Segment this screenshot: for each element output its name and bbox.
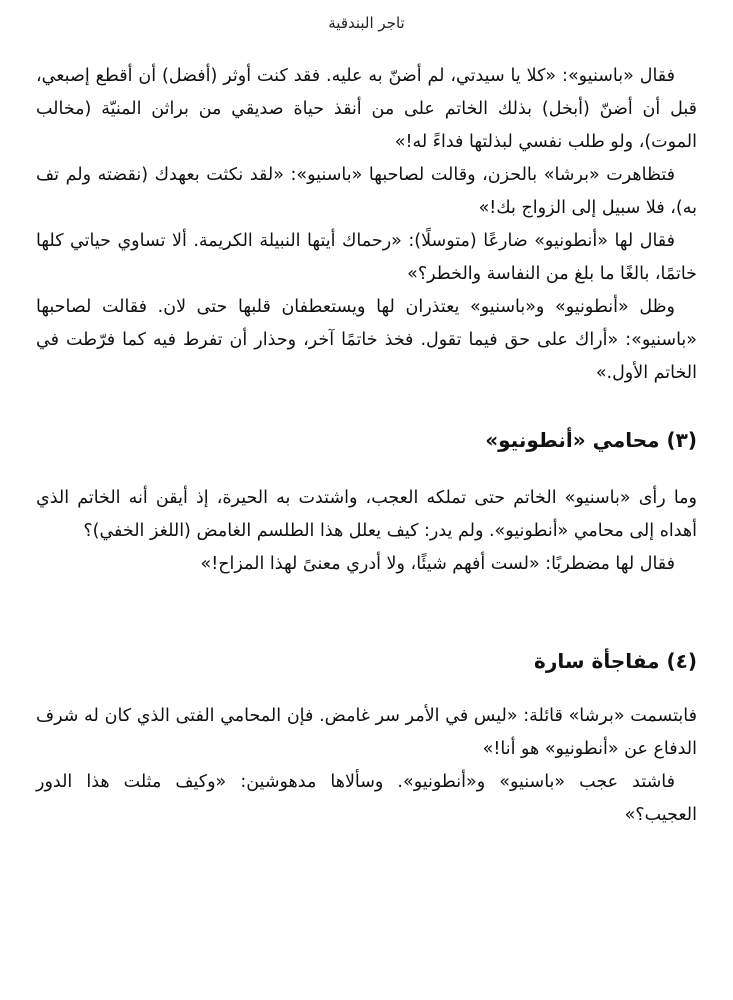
paragraph: فتظاهرت «برشا» بالحزن، وقالت لصاحبها «باسنيو»: «لقد نكثت بعهدك (نقضته ولم تف به)، فلا سبيل إلى الزواج بك!» <box>36 165 697 218</box>
running-head: تاجر البندقية <box>328 14 405 32</box>
section-heading: (٣) محامي «أنطونيو» <box>485 428 697 452</box>
paragraph: فابتسمت «برشا» قائلة: «ليس في الأمر سر غامض. فإن المحامي الفتى الذي كان له شرف الدفاع عن «أنطونيو» هو أنا!» <box>36 706 697 759</box>
paragraph: وظل «أنطونيو» و«باسنيو» يعتذران لها ويستعطفان قلبها حتى لان. فقالت لصاحبها «باسنيو»: «أراك على حق فيما تقول. فخذ خاتمًا آخر، وحذار أن تفرط فيه كما فرّطت في الخاتم الأول.» <box>36 297 697 383</box>
text-block-section-3 <box>36 482 697 581</box>
text-block-section-4 <box>36 700 697 832</box>
paragraph: فقال «باسنيو»: «كلا يا سيدتي، لم أضنّ به عليه. فقد كنت أوثر (أفضل) أن أقطع إصبعي، قبل أن أضنّ (أبخل) بذلك الخاتم على من أنقذ حياة صديقي من براثن المنيّة (مخالب الموت)، ولو طلب نفسي لبذلتها فداءً له!» <box>36 66 697 152</box>
paragraph: فاشتد عجب «باسنيو» و«أنطونيو». وسألاها مدهوشين: «وكيف مثلت هذا الدور العجيب؟» <box>36 772 697 825</box>
paragraph: وما رأى «باسنيو» الخاتم حتى تملكه العجب، واشتدت به الحيرة، إذ أيقن أنه الخاتم الذي أهداه إلى محامي «أنطونيو». ولم يدر: كيف يعلل هذا الطلسم الغامض (اللغز الخفي)؟ <box>36 488 697 541</box>
text-block-opening <box>36 60 697 390</box>
paragraph: فقال لها «أنطونيو» ضارعًا (متوسلًا): «رحماك أيتها النبيلة الكريمة. ألا تساوي حياتي كلها خاتمًا، بالغًا ما بلغ من النفاسة والخطر؟» <box>36 231 697 284</box>
paragraph: فقال لها مضطربًا: «لست أفهم شيئًا، ولا أدري معنىً لهذا المزاح!» <box>200 554 675 574</box>
section-heading: (٤) مفاجأة سارة <box>534 649 697 673</box>
